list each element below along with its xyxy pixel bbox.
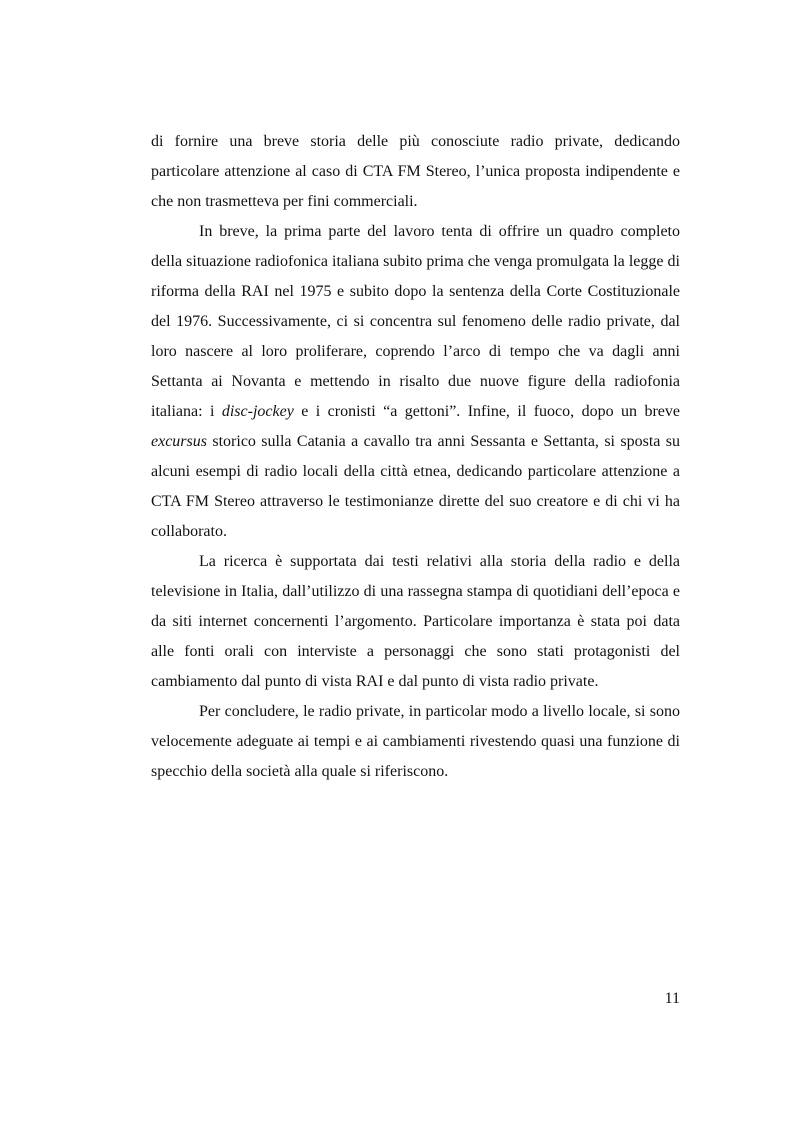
paragraph-continuation (151, 127, 680, 217)
text-segment: storico sulla Catania a cavallo tra anni Sessanta e Settanta, si sposta su alcuni esempi di radio locali della città etnea, dedicando particolare attenzione a CTA FM Stereo attraverso le testimonianze dirette del suo creatore e di chi vi ha collaborato. (151, 433, 680, 540)
paragraph-sources (151, 547, 680, 697)
text-segment: di fornire una breve storia delle più conosciute radio private, dedicando particolare attenzione al caso di CTA FM Stereo, l’unica proposta indipendente e che non trasmetteva per fini commerciali. (151, 133, 680, 210)
paragraph-summary (151, 217, 680, 547)
italic-term-excursus: excursus (151, 433, 207, 450)
text-segment: La ricerca è supportata dai testi relativi alla storia della radio e della televisione in Italia, dall’utilizzo di una rassegna stampa di quotidiani dell’epoca e da siti internet concernenti l’argomento. Particolare importanza è stata poi data alle fonti orali con interviste a personaggi che sono stati protagonisti del cambiamento dal punto di vista RAI e dal punto di vista radio private. (151, 553, 680, 690)
text-segment: In breve, la prima parte del lavoro tenta di offrire un quadro completo della situazione radiofonica italiana subito prima che venga promulgata la legge di riforma della RAI nel 1975 e subito dopo la sentenza della Corte Costituzionale del 1976. Successivamente, ci si concentra sul fenomeno delle radio private, dal loro nascere al loro proliferare, coprendo l’arco di tempo che va dagli anni Settanta ai Novanta e mettendo in risalto due nuove figure della radiofonia italiana: i (151, 223, 680, 420)
text-segment: e i cronisti “a gettoni”. Infine, il fuoco, dopo un breve (293, 403, 680, 420)
body-text (151, 127, 680, 787)
page-number: 11 (664, 990, 680, 1007)
paragraph-conclusion (151, 697, 680, 787)
text-segment: Per concludere, le radio private, in particolar modo a livello locale, si sono velocemente adeguate ai tempi e ai cambiamenti rivestendo quasi una funzione di specchio della società alla quale si riferiscono. (151, 703, 680, 780)
italic-term-disc-jockey: disc-jockey (221, 403, 294, 420)
